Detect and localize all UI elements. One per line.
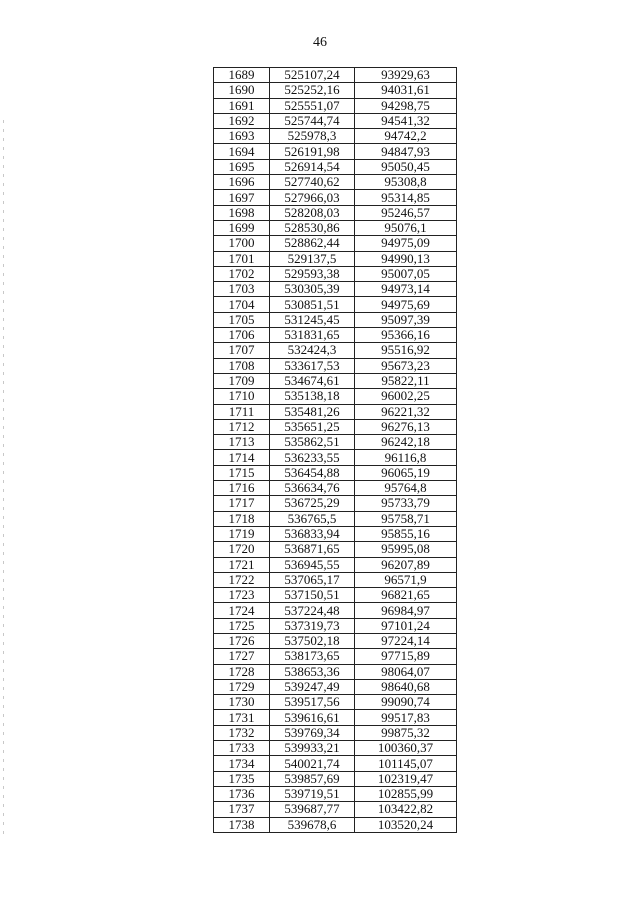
y-coordinate-cell: 94742,2 [355,129,457,144]
table-row [214,358,457,373]
point-number-cell: 1731 [214,710,270,725]
point-number-cell: 1697 [214,190,270,205]
x-coordinate-cell: 525978,3 [270,129,355,144]
y-coordinate-cell: 94973,14 [355,282,457,297]
y-coordinate-cell: 95673,23 [355,358,457,373]
x-coordinate-cell: 531831,65 [270,328,355,343]
point-number-cell: 1690 [214,83,270,98]
y-coordinate-cell: 94847,93 [355,144,457,159]
table-row [214,220,457,235]
point-number-cell: 1732 [214,725,270,740]
y-coordinate-cell: 95308,8 [355,175,457,190]
y-coordinate-cell: 94031,61 [355,83,457,98]
y-coordinate-cell: 102319,47 [355,771,457,786]
y-coordinate-cell: 96207,89 [355,557,457,572]
table-body [214,68,457,833]
y-coordinate-cell: 95995,08 [355,542,457,557]
table-row [214,419,457,434]
x-coordinate-cell: 525744,74 [270,113,355,128]
point-number-cell: 1722 [214,572,270,587]
x-coordinate-cell: 530305,39 [270,282,355,297]
point-number-cell: 1701 [214,251,270,266]
point-number-cell: 1715 [214,465,270,480]
x-coordinate-cell: 536454,88 [270,465,355,480]
point-number-cell: 1705 [214,312,270,327]
point-number-cell: 1714 [214,450,270,465]
point-number-cell: 1702 [214,266,270,281]
point-number-cell: 1717 [214,496,270,511]
table-row [214,756,457,771]
point-number-cell: 1712 [214,419,270,434]
x-coordinate-cell: 537502,18 [270,633,355,648]
x-coordinate-cell: 529593,38 [270,266,355,281]
point-number-cell: 1725 [214,618,270,633]
x-coordinate-cell: 539687,77 [270,802,355,817]
point-number-cell: 1707 [214,343,270,358]
point-number-cell: 1727 [214,649,270,664]
x-coordinate-cell: 530851,51 [270,297,355,312]
point-number-cell: 1736 [214,786,270,801]
y-coordinate-cell: 96065,19 [355,465,457,480]
x-coordinate-cell: 527740,62 [270,175,355,190]
x-coordinate-cell: 528862,44 [270,236,355,251]
x-coordinate-cell: 536634,76 [270,481,355,496]
table-row [214,450,457,465]
scan-edge-mark [3,120,4,840]
table-row [214,282,457,297]
y-coordinate-cell: 99875,32 [355,725,457,740]
y-coordinate-cell: 95050,45 [355,159,457,174]
y-coordinate-cell: 95855,16 [355,526,457,541]
x-coordinate-cell: 533617,53 [270,358,355,373]
table-row [214,205,457,220]
page-number: 46 [313,35,327,50]
coordinates-table [213,67,457,833]
y-coordinate-cell: 96571,9 [355,572,457,587]
table-row [214,373,457,388]
table-row [214,771,457,786]
table-row [214,251,457,266]
table-row [214,68,457,83]
y-coordinate-cell: 95007,05 [355,266,457,281]
point-number-cell: 1723 [214,588,270,603]
point-number-cell: 1713 [214,435,270,450]
point-number-cell: 1716 [214,481,270,496]
point-number-cell: 1706 [214,328,270,343]
y-coordinate-cell: 96002,25 [355,389,457,404]
x-coordinate-cell: 532424,3 [270,343,355,358]
point-number-cell: 1700 [214,236,270,251]
y-coordinate-cell: 94541,32 [355,113,457,128]
x-coordinate-cell: 526191,98 [270,144,355,159]
table-row [214,710,457,725]
table-row [214,526,457,541]
point-number-cell: 1691 [214,98,270,113]
y-coordinate-cell: 94990,13 [355,251,457,266]
x-coordinate-cell: 535481,26 [270,404,355,419]
point-number-cell: 1711 [214,404,270,419]
y-coordinate-cell: 98640,68 [355,679,457,694]
y-coordinate-cell: 96221,32 [355,404,457,419]
table-row [214,572,457,587]
table-row [214,588,457,603]
x-coordinate-cell: 529137,5 [270,251,355,266]
x-coordinate-cell: 536945,55 [270,557,355,572]
table-row [214,481,457,496]
x-coordinate-cell: 535138,18 [270,389,355,404]
y-coordinate-cell: 98064,07 [355,664,457,679]
table-row [214,312,457,327]
point-number-cell: 1694 [214,144,270,159]
table-row [214,618,457,633]
y-coordinate-cell: 96821,65 [355,588,457,603]
x-coordinate-cell: 539678,6 [270,817,355,832]
x-coordinate-cell: 539933,21 [270,741,355,756]
table-row [214,633,457,648]
table-row [214,83,457,98]
x-coordinate-cell: 539517,56 [270,695,355,710]
point-number-cell: 1718 [214,511,270,526]
x-coordinate-cell: 535651,25 [270,419,355,434]
x-coordinate-cell: 528530,86 [270,220,355,235]
table-row [214,236,457,251]
x-coordinate-cell: 536765,5 [270,511,355,526]
point-number-cell: 1734 [214,756,270,771]
table-row [214,695,457,710]
y-coordinate-cell: 102855,99 [355,786,457,801]
table-row [214,435,457,450]
table-row [214,98,457,113]
point-number-cell: 1709 [214,373,270,388]
x-coordinate-cell: 527966,03 [270,190,355,205]
x-coordinate-cell: 528208,03 [270,205,355,220]
y-coordinate-cell: 95516,92 [355,343,457,358]
table-row [214,664,457,679]
x-coordinate-cell: 526914,54 [270,159,355,174]
y-coordinate-cell: 93929,63 [355,68,457,83]
point-number-cell: 1719 [214,526,270,541]
table-row [214,802,457,817]
table-row [214,328,457,343]
x-coordinate-cell: 531245,45 [270,312,355,327]
table-row [214,389,457,404]
point-number-cell: 1730 [214,695,270,710]
point-number-cell: 1720 [214,542,270,557]
table-row [214,297,457,312]
x-coordinate-cell: 539616,61 [270,710,355,725]
y-coordinate-cell: 99090,74 [355,695,457,710]
point-number-cell: 1726 [214,633,270,648]
table-row [214,679,457,694]
point-number-cell: 1693 [214,129,270,144]
point-number-cell: 1689 [214,68,270,83]
point-number-cell: 1703 [214,282,270,297]
table-row [214,817,457,832]
x-coordinate-cell: 536233,55 [270,450,355,465]
y-coordinate-cell: 95822,11 [355,373,457,388]
x-coordinate-cell: 536725,29 [270,496,355,511]
point-number-cell: 1710 [214,389,270,404]
table-row [214,266,457,281]
table-row [214,557,457,572]
x-coordinate-cell: 525252,16 [270,83,355,98]
table-row [214,511,457,526]
y-coordinate-cell: 96116,8 [355,450,457,465]
y-coordinate-cell: 103422,82 [355,802,457,817]
point-number-cell: 1708 [214,358,270,373]
table-row [214,144,457,159]
x-coordinate-cell: 536833,94 [270,526,355,541]
y-coordinate-cell: 97715,89 [355,649,457,664]
x-coordinate-cell: 537224,48 [270,603,355,618]
table-row [214,404,457,419]
table-row [214,175,457,190]
y-coordinate-cell: 97224,14 [355,633,457,648]
table-row [214,343,457,358]
y-coordinate-cell: 96276,13 [355,419,457,434]
point-number-cell: 1738 [214,817,270,832]
y-coordinate-cell: 95758,71 [355,511,457,526]
x-coordinate-cell: 540021,74 [270,756,355,771]
x-coordinate-cell: 539719,51 [270,786,355,801]
x-coordinate-cell: 536871,65 [270,542,355,557]
point-number-cell: 1695 [214,159,270,174]
point-number-cell: 1696 [214,175,270,190]
y-coordinate-cell: 94298,75 [355,98,457,113]
table-row [214,113,457,128]
point-number-cell: 1721 [214,557,270,572]
point-number-cell: 1692 [214,113,270,128]
y-coordinate-cell: 97101,24 [355,618,457,633]
y-coordinate-cell: 94975,69 [355,297,457,312]
y-coordinate-cell: 95764,8 [355,481,457,496]
table-row [214,741,457,756]
y-coordinate-cell: 95314,85 [355,190,457,205]
point-number-cell: 1698 [214,205,270,220]
y-coordinate-cell: 95097,39 [355,312,457,327]
y-coordinate-cell: 103520,24 [355,817,457,832]
point-number-cell: 1699 [214,220,270,235]
y-coordinate-cell: 95076,1 [355,220,457,235]
point-number-cell: 1733 [214,741,270,756]
table-row [214,649,457,664]
table-row [214,603,457,618]
point-number-cell: 1704 [214,297,270,312]
y-coordinate-cell: 100360,37 [355,741,457,756]
table-row [214,542,457,557]
x-coordinate-cell: 539857,69 [270,771,355,786]
table-row [214,786,457,801]
table-row [214,159,457,174]
table-row [214,465,457,480]
point-number-cell: 1728 [214,664,270,679]
y-coordinate-cell: 95733,79 [355,496,457,511]
y-coordinate-cell: 95246,57 [355,205,457,220]
x-coordinate-cell: 538173,65 [270,649,355,664]
y-coordinate-cell: 95366,16 [355,328,457,343]
x-coordinate-cell: 539247,49 [270,679,355,694]
y-coordinate-cell: 101145,07 [355,756,457,771]
x-coordinate-cell: 537319,73 [270,618,355,633]
x-coordinate-cell: 525551,07 [270,98,355,113]
table-row [214,129,457,144]
y-coordinate-cell: 94975,09 [355,236,457,251]
table-row [214,725,457,740]
x-coordinate-cell: 539769,34 [270,725,355,740]
point-number-cell: 1724 [214,603,270,618]
y-coordinate-cell: 96984,97 [355,603,457,618]
x-coordinate-cell: 534674,61 [270,373,355,388]
point-number-cell: 1735 [214,771,270,786]
x-coordinate-cell: 535862,51 [270,435,355,450]
y-coordinate-cell: 96242,18 [355,435,457,450]
x-coordinate-cell: 537065,17 [270,572,355,587]
table-row [214,190,457,205]
y-coordinate-cell: 99517,83 [355,710,457,725]
point-number-cell: 1729 [214,679,270,694]
point-number-cell: 1737 [214,802,270,817]
x-coordinate-cell: 525107,24 [270,68,355,83]
x-coordinate-cell: 538653,36 [270,664,355,679]
x-coordinate-cell: 537150,51 [270,588,355,603]
table-row [214,496,457,511]
